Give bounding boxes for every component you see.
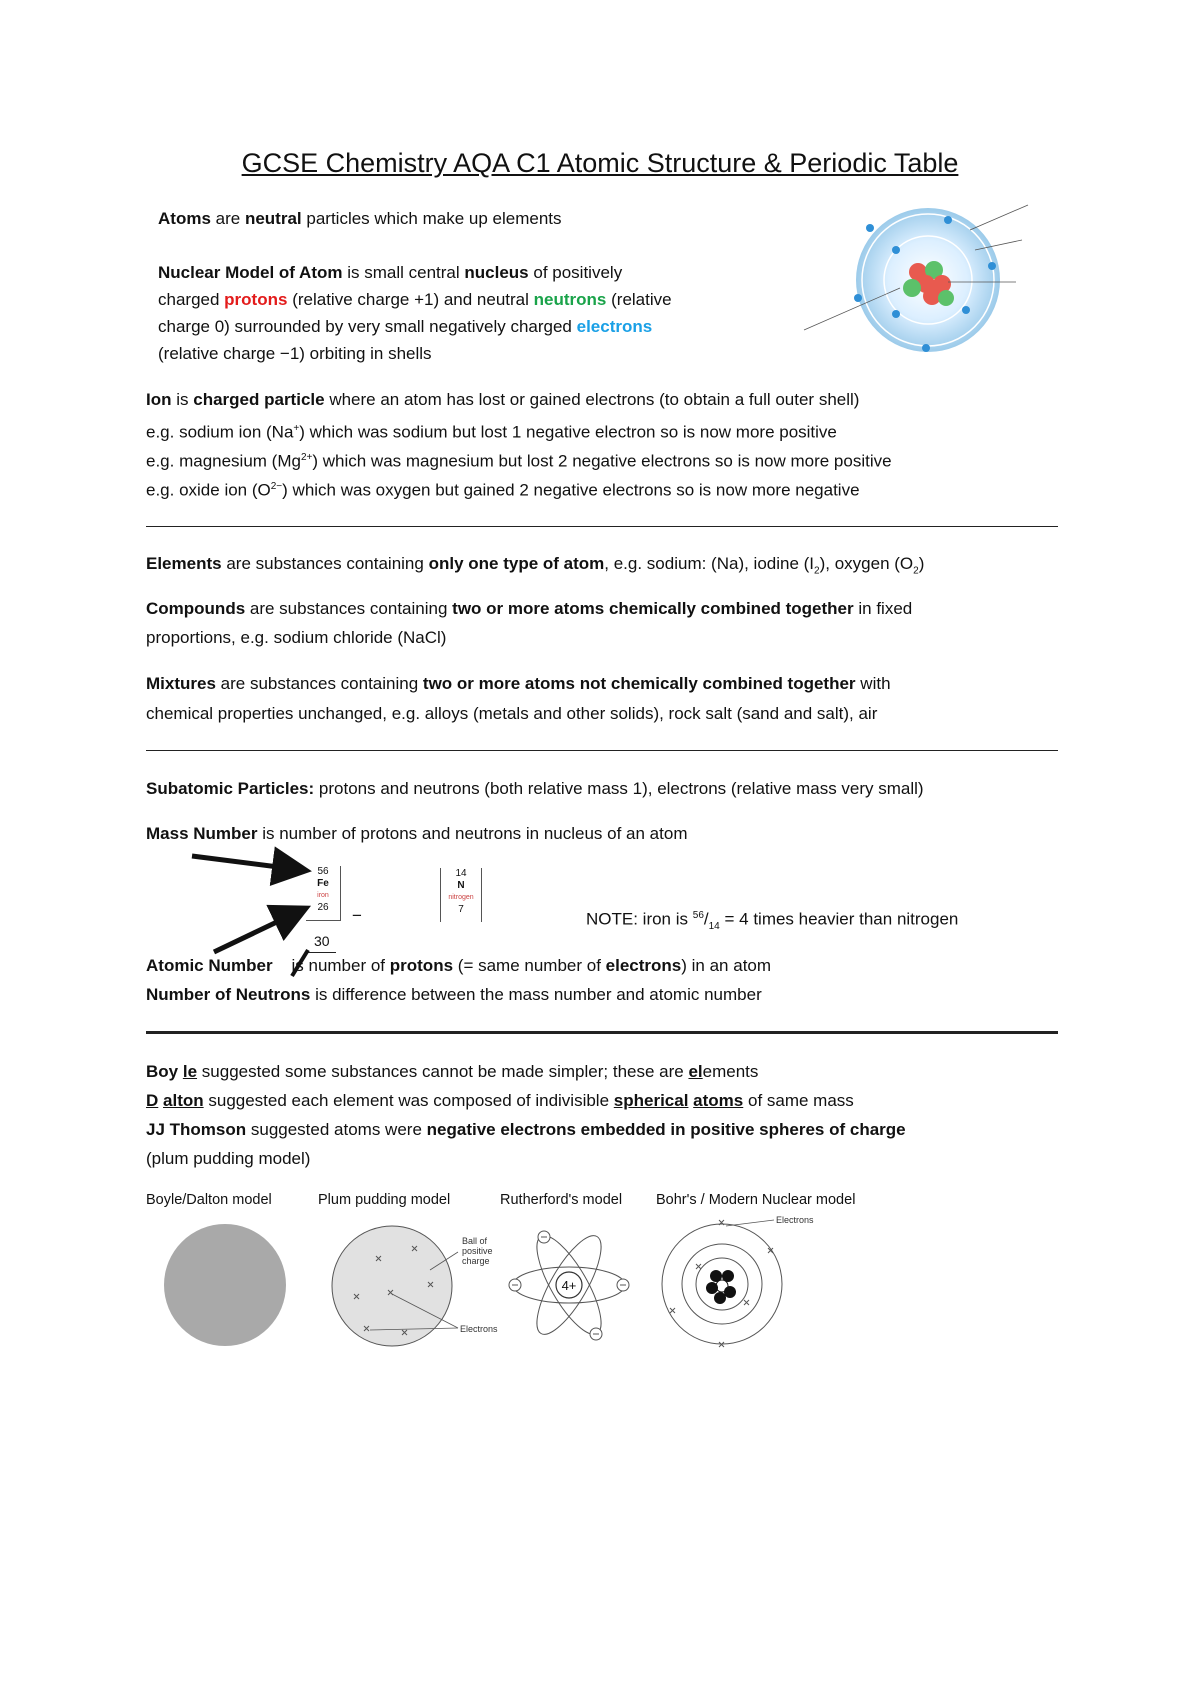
thomson-statement: JJ Thomson suggested atoms were negative electrons embedded in positive spheres of charge [146,1120,906,1139]
nuclear-model-line-4: (relative charge −1) orbiting in shells [158,344,432,363]
boyle-statement: Boy le suggested some substances cannot be made simpler; these are elements [146,1062,759,1081]
electron [922,344,930,352]
rutherford-model [506,1222,632,1348]
neutron [903,279,921,297]
minus-sign: − [352,906,362,925]
nitrogen-mass-number: 14 [455,868,467,879]
bohr-model [656,1212,816,1352]
ion-example-magnesium: e.g. magnesium $(Mg^{2+})$ which was magnesium but lost 2 negative electrons so is now more positive [146,451,892,471]
bohr-caption: Bohr's / Modern Nuclear model [656,1192,856,1208]
neutron-result: 30 [308,930,336,953]
electron [988,262,996,270]
nucleus [706,1270,736,1304]
pointer-line [970,205,1028,230]
ball-label-1: Ball of [462,1236,488,1246]
electron [944,216,952,224]
divider [146,750,1058,751]
page-title: GCSE Chemistry AQA C1 Atomic Structure & Periodic Table [241,148,959,178]
electron-pointer [726,1220,774,1226]
nitrogen-symbol: N [457,880,465,891]
ion-example-oxide: e.g. oxide ion $(O^{2-})$ which was oxygen but gained 2 negative electrons so is now more negative [146,480,860,500]
neutron [938,290,954,306]
elements-definition: Elements are substances containing only one type of atom, e.g. sodium: (Na), iodine $(I_2)$, oxygen $(O_2)$ [146,554,925,577]
compounds-definition: Compounds are substances containing two or more atoms chemically combined together in fixed [146,599,913,618]
nuclear-model-line-3: charge 0) surrounded by very small negatively charged electrons [158,317,653,336]
nitrogen-tile [440,868,482,922]
divider [146,1031,1058,1034]
ball-label-2: positive [462,1246,493,1256]
electron [866,224,874,232]
boyle-dalton-model [160,1220,290,1350]
atom-diagram [800,200,1040,360]
atomic-number-definition: Atomic Number is number of protons (= same number of electrons) in an atom [146,956,772,975]
ion-example-sodium: e.g. sodium ion (Na+) which was sodium but lost 1 negative electron so is now more positive [146,422,837,442]
nucleus-charge: 4+ [561,1278,577,1293]
atomic-number-arrow [214,910,302,952]
electrons-label: Electrons [460,1324,498,1334]
iron-atomic-number: 26 [317,902,329,913]
dalton-statement: D alton suggested each element was composed of indivisible spherical atoms of same mass [146,1091,854,1110]
plum-pudding-note: (plum pudding model) [146,1149,311,1168]
mixtures-definition: Mixtures are substances containing two or more atoms not chemically combined together with [146,674,891,693]
compounds-example: proportions, e.g. sodium chloride (NaCl) [146,628,447,647]
ball-label-3: charge [462,1256,490,1266]
plum-pudding-model [330,1222,510,1350]
nitrogen-name: nitrogen [448,894,474,901]
subatomic-definition: Subatomic Particles: protons and neutrons (both relative mass 1), electrons (relative mass very small) [146,779,924,798]
iron-symbol: Fe [317,878,329,889]
neutrons-definition: Number of Neutrons is difference between the mass number and atomic number [146,985,762,1004]
mixtures-example: chemical properties unchanged, e.g. alloys (metals and other solids), rock salt (sand and salt), air [146,704,878,723]
iron-nitrogen-note: NOTE: iron is $^{56}/_{14} = 4$ times heavier than nitrogen [586,909,959,933]
electron [854,294,862,302]
electron [892,246,900,254]
iron-mass-number: 56 [317,866,329,877]
electron [962,306,970,314]
solid-sphere [164,1224,286,1346]
mass-number-definition: Mass Number is number of protons and neutrons in nucleus of an atom [146,824,688,843]
iron-name: iron [317,892,329,899]
ion-definition: Ion is charged particle where an atom has lost or gained electrons (to obtain a full outer shell) [146,390,860,409]
divider [146,526,1058,527]
atoms-definition: Atoms are neutral particles which make up elements [158,209,562,228]
electrons-label: Electrons [776,1215,814,1225]
boyle-dalton-caption: Boyle/Dalton model [146,1192,272,1208]
nitrogen-atomic-number: 7 [458,904,464,915]
nuclear-model-line-2: charged protons (relative charge +1) and neutral neutrons (relative [158,290,672,309]
mass-number-arrow [192,856,302,870]
plum-pudding-caption: Plum pudding model [318,1192,451,1208]
electron [892,310,900,318]
rutherford-caption: Rutherford's model [500,1192,623,1208]
positive-sphere [332,1226,452,1346]
nuclear-model-line-1: Nuclear Model of Atom is small central nucleus of positively [158,263,623,282]
